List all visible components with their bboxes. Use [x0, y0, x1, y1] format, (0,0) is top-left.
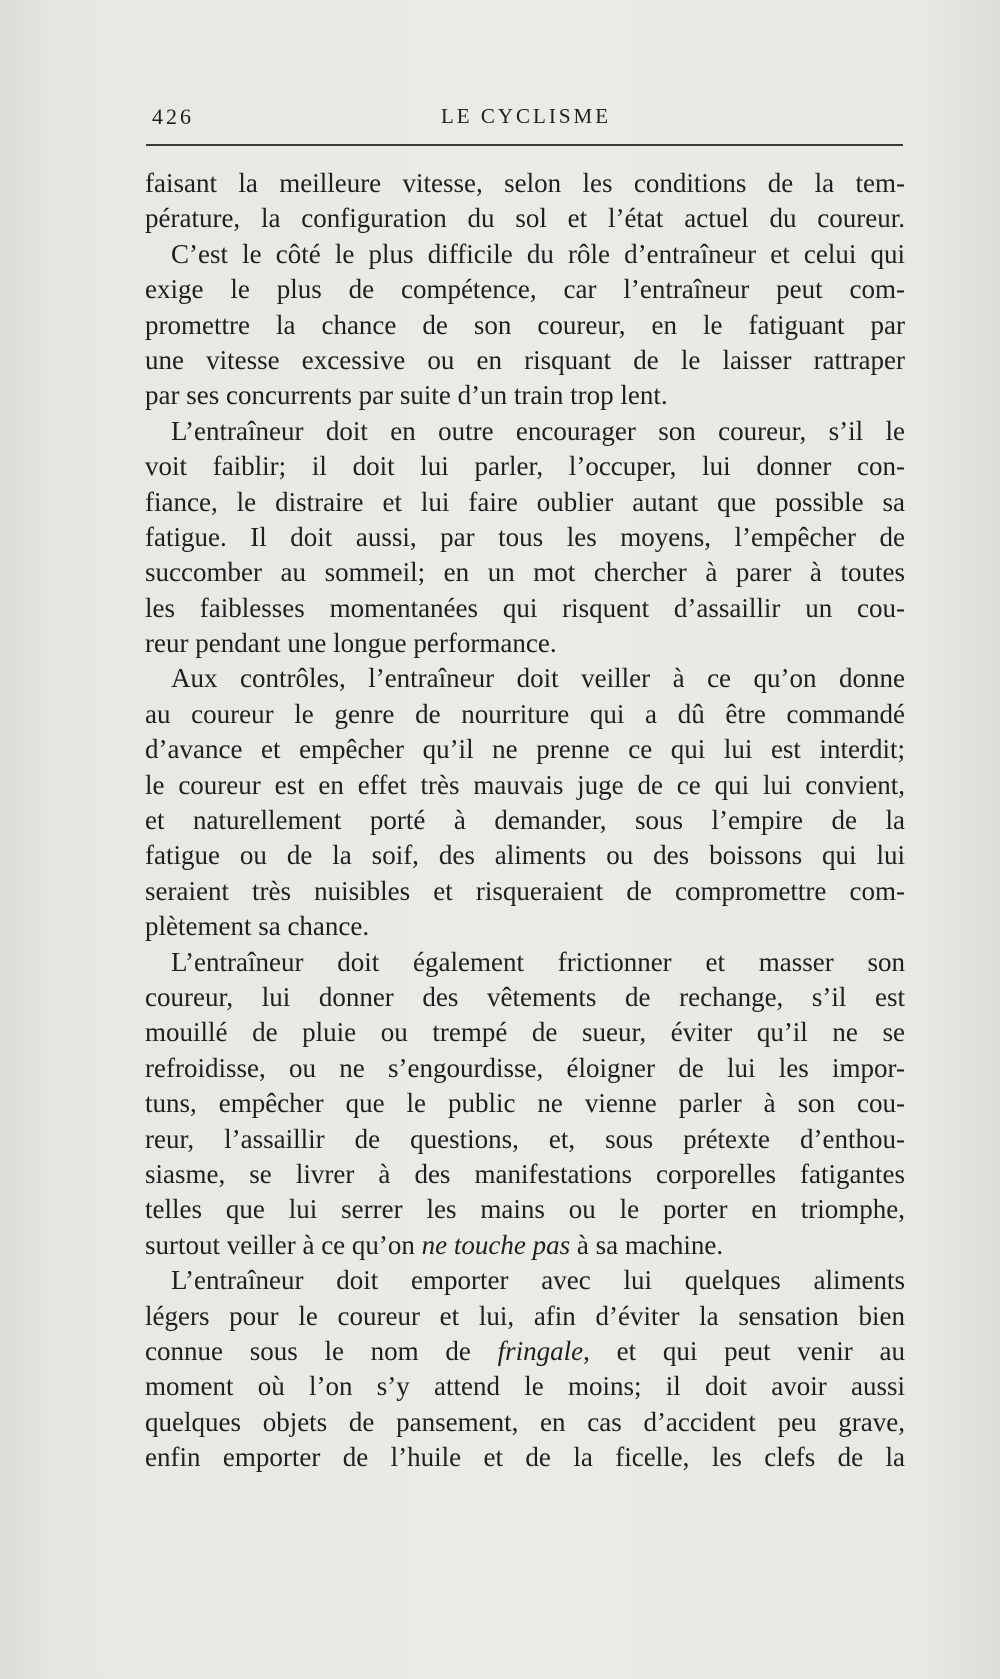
text-line: reur, l’assaillir de questions, et, sous prétexte d’enthou- [145, 1123, 905, 1154]
text-line: refroidisse, ou ne s’engourdisse, éloigner de lui les impor- [145, 1052, 905, 1083]
text-line: reur pendant une longue performance. [145, 628, 557, 659]
text-line: faisant la meilleure vitesse, selon les conditions de la tem- [145, 168, 905, 198]
text-line: le coureur est en effet très mauvais juge de ce qui lui convient, [145, 769, 905, 800]
page-header [152, 104, 900, 134]
text-line: au coureur le genre de nourriture qui a dû être commandé [145, 698, 905, 729]
text-line: succomber au sommeil; en un mot chercher à parer à toutes [145, 557, 905, 588]
header-rule [146, 144, 903, 146]
text-line: pérature, la configuration du sol et l’état actuel du coureur. [145, 203, 905, 234]
text-line: mouillé de pluie ou trempé de sueur, éviter qu’il ne se [145, 1017, 905, 1048]
text-line: et naturellement porté à demander, sous l’empire de la [145, 805, 905, 836]
text-line: C’est le côté le plus difficile du rôle d’entraîneur et celui qui [171, 238, 905, 269]
text-line: promettre la chance de son coureur, en le fatiguant par [145, 309, 905, 340]
text-line: légers pour le coureur et lui, afin d’éviter la sensation bien [145, 1300, 905, 1331]
text-line: seraient très nuisibles et risqueraient de compromettre com- [145, 875, 905, 906]
text-line: quelques objets de pansement, en cas d’accident peu grave, [145, 1406, 905, 1437]
italic-term: ne touche pas [421, 1229, 571, 1260]
text-line: coureur, lui donner des vêtements de rechange, s’il est [145, 981, 905, 1012]
page-number: 426 [152, 104, 194, 129]
text-line: surtout veiller à ce qu’on ne touche pas à sa machine. [145, 1229, 724, 1260]
text-line: fiance, le distraire et lui faire oublier autant que possible sa [145, 486, 905, 517]
text-line: siasme, se livrer à des manifestations corporelles fatigantes [145, 1158, 905, 1189]
body-text [145, 166, 905, 1475]
italic-term: fringale [497, 1335, 584, 1366]
text-line: telles que lui serrer les mains ou le porter en triomphe, [145, 1194, 905, 1225]
text-line: enfin emporter de l’huile et de la ficelle, les clefs de la [145, 1442, 905, 1473]
text-line: par ses concurrents par suite d’un train trop lent. [145, 380, 668, 411]
text-line: tuns, empêcher que le public ne vienne parler à son cou- [145, 1088, 905, 1119]
text-line: les faiblesses momentanées qui risquent d’assaillir un cou- [145, 592, 905, 623]
text-line: L’entraîneur doit emporter avec lui quelques aliments [171, 1265, 905, 1296]
text-line: d’avance et empêcher qu’il ne prenne ce qui lui est interdit; [145, 734, 905, 765]
text-line: moment où l’on s’y attend le moins; il doit avoir aussi [145, 1371, 905, 1402]
text-line: fatigue ou de la soif, des aliments ou des boissons qui lui [145, 840, 905, 871]
text-line: plètement sa chance. [145, 911, 370, 942]
text-line: voit faiblir; il doit lui parler, l’occuper, lui donner con- [145, 451, 905, 482]
running-title: LE CYCLISME [440, 104, 612, 128]
text-line: L’entraîneur doit en outre encourager son coureur, s’il le [171, 415, 905, 446]
text-line: une vitesse excessive ou en risquant de le laisser rattraper [145, 344, 905, 375]
text-line: Aux contrôles, l’entraîneur doit veiller à ce qu’on donne [171, 663, 905, 694]
text-line: exige le plus de compétence, car l’entraîneur peut com- [145, 274, 905, 305]
text-line: L’entraîneur doit également frictionner et masser son [171, 946, 905, 977]
text-line: fatigue. Il doit aussi, par tous les moyens, l’empêcher de [145, 521, 905, 552]
text-line: connue sous le nom de fringale, et qui peut venir au [145, 1335, 905, 1366]
